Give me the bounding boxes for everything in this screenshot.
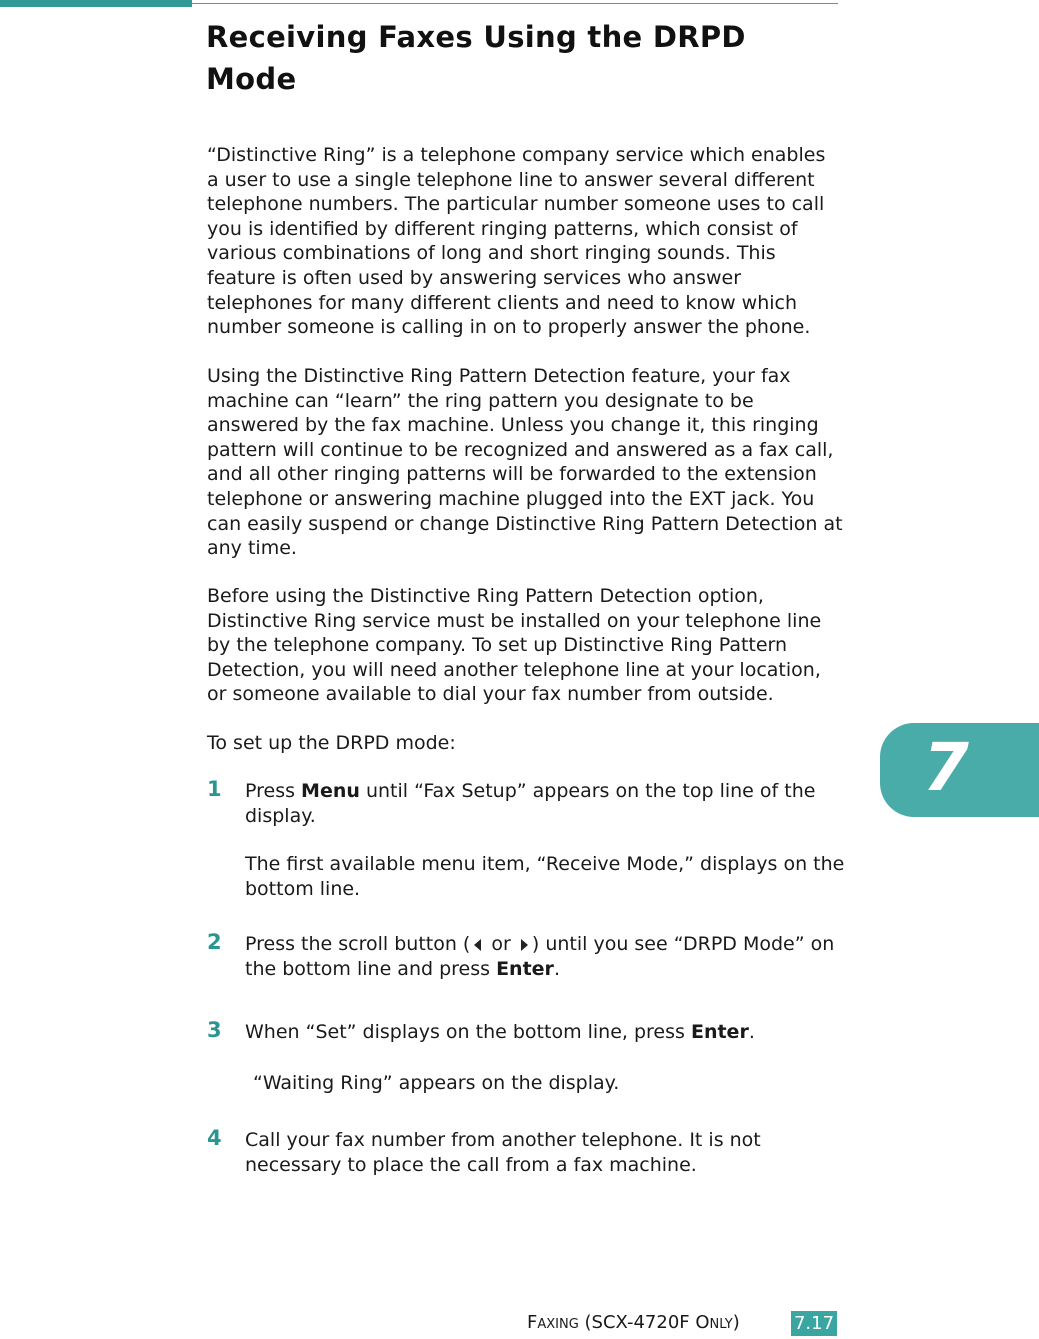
footer-section-label: FAXING (SCX-4720F ONLY) [527, 1312, 740, 1333]
paragraph-before-using: Before using the Distinctive Ring Pattern Detection option, Distinctive Ring service must be installed on your telephone line by the telephone company. To set up Distinctive Ring Pattern Detection, you will need another telephone line at your location, or someone available to dial your fax number from outside. [207, 585, 822, 706]
step-text: Press the scroll button ( or ) until you see “DRPD Mode” on the bottom line and press Enter. [245, 933, 835, 980]
chapter-number: 7 [923, 729, 969, 806]
paragraph-pattern-detection: Using the Distinctive Ring Pattern Detection feature, your fax machine can “learn” the ring pattern you designate to be answered by the fax machine. Unless you change it, this ringing pattern will continue to be recognized and answered as a fax call, and all other ringing patterns will be forwarded to the extension telephone or answering machine plugged into the EXT jack. You can easily suspend or change Distinctive Ring Pattern Detection at any time. [207, 365, 843, 560]
top-rule [192, 3, 838, 4]
paragraph-distinctive-ring: “Distinctive Ring” is a telephone company service which enables a user to use a single telephone line to answer several different telephone numbers. The particular number someone uses to call you is identified by different ringing patterns, which consist of various combinations of long and short ringing sounds. This feature is often used by answering services who answer telephones for many different clients and need to know which number someone is calling in on to properly answer the phone. [207, 144, 826, 339]
step-text: Call your fax number from another telephone. It is not necessary to place the call from a fax machine. [245, 1129, 761, 1176]
enter-key-label: Enter [690, 1021, 749, 1043]
page-title: Receiving Faxes Using the DRPD Mode [206, 20, 746, 96]
step-number: 3 [207, 1018, 222, 1042]
step-text: Press Menu until “Fax Setup” appears on the top line of the display. [245, 780, 816, 827]
step-number: 4 [207, 1126, 222, 1150]
step-note: The first available menu item, “Receive Mode,” displays on the bottom line. [245, 853, 845, 900]
step-number: 2 [207, 930, 222, 954]
top-accent-bar [0, 0, 192, 7]
paragraph-setup-intro: To set up the DRPD mode: [207, 732, 456, 754]
step-text: When “Set” displays on the bottom line, press Enter. [245, 1021, 755, 1043]
enter-key-label: Enter [496, 958, 554, 980]
page-number: 7.17 [791, 1311, 837, 1336]
scroll-left-icon [474, 939, 481, 951]
step-note: “Waiting Ring” appears on the display. [253, 1072, 620, 1094]
step-number: 1 [207, 777, 222, 801]
scroll-right-icon [521, 939, 528, 951]
menu-key-label: Menu [301, 780, 360, 802]
